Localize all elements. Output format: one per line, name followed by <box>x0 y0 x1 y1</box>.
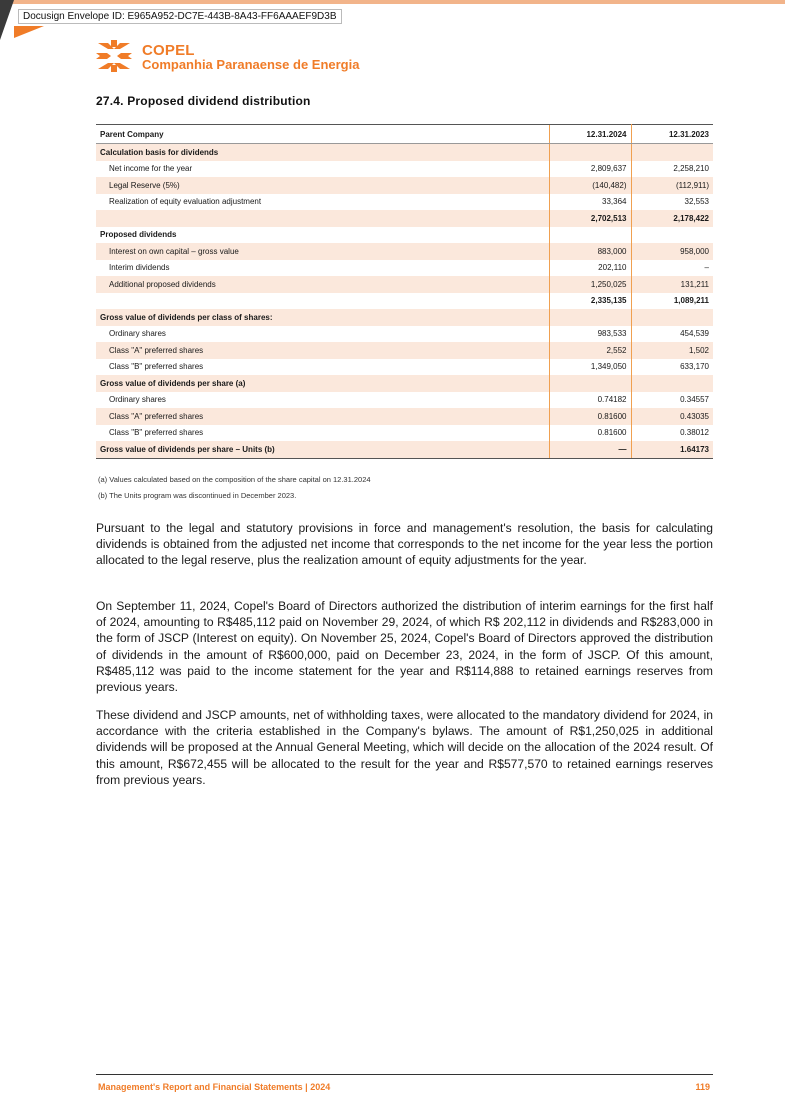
row-label: Calculation basis for dividends <box>96 144 549 161</box>
value-2023 <box>631 309 713 326</box>
row-label <box>96 210 549 227</box>
row-label: Net income for the year <box>109 164 193 174</box>
value-2023: 2,178,422 <box>631 210 713 227</box>
value-2024: 202,110 <box>549 260 631 277</box>
value-2024: (140,482) <box>549 177 631 194</box>
envelope-id: Docusign Envelope ID: E965A952-DC7E-443B-8A43-FF6AAAEF9D3B <box>18 9 342 24</box>
table-row <box>96 425 713 442</box>
row-label: Class "B" preferred shares <box>109 362 204 372</box>
table-row <box>96 342 713 359</box>
value-2024: 983,533 <box>549 326 631 343</box>
value-2023: 633,170 <box>680 362 709 372</box>
row-label: Class "A" preferred shares <box>96 408 549 425</box>
table-row <box>96 194 713 211</box>
page-number: 119 <box>695 1082 710 1092</box>
brand-name: COPEL <box>142 42 195 59</box>
row-label: Class "B" preferred shares <box>109 428 204 438</box>
value-2023: 1,089,211 <box>673 296 709 306</box>
value-2024: 2,335,135 <box>549 293 631 310</box>
row-label: Ordinary shares <box>109 395 166 405</box>
value-2024: 0.81600 <box>549 425 631 442</box>
value-2023: 454,539 <box>680 329 709 339</box>
row-label: Class "A" preferred shares <box>96 342 549 359</box>
value-2024: 883,000 <box>549 243 631 260</box>
row-label: Interest on own capital – gross value <box>96 243 549 260</box>
table-row <box>96 177 713 194</box>
value-2024: 1,349,050 <box>549 359 631 376</box>
value-2023 <box>631 375 713 392</box>
row-label <box>96 293 549 310</box>
header-2023: 12.31.2023 <box>631 125 713 144</box>
table-row <box>96 276 713 293</box>
value-2024: 2,702,513 <box>549 210 631 227</box>
value-2023: 2,258,210 <box>673 164 709 174</box>
row-label: Additional proposed dividends <box>96 276 549 293</box>
table-note-a: (a) Values calculated based on the composition of the share capital on 12.31.2024 <box>98 475 371 484</box>
table-row <box>96 375 713 392</box>
brand-fullname: Companhia Paranaense de Energia <box>142 57 360 72</box>
value-2024 <box>549 309 631 326</box>
table-row <box>96 309 713 326</box>
value-2023: 32,553 <box>684 197 709 207</box>
value-2023: 958,000 <box>631 243 713 260</box>
value-2023: 0.34557 <box>680 395 709 405</box>
value-2023: – <box>704 263 709 273</box>
value-2023: 1,502 <box>631 342 713 359</box>
row-label: Ordinary shares <box>109 329 166 339</box>
value-2024 <box>549 227 631 244</box>
value-2024: 2,809,637 <box>549 161 631 178</box>
value-2024: 2,552 <box>549 342 631 359</box>
table-header-row <box>96 125 713 144</box>
value-2024: 1,250,025 <box>549 276 631 293</box>
table-row <box>96 161 713 178</box>
table-row <box>96 227 713 244</box>
section-title: 27.4. Proposed dividend distribution <box>96 94 311 108</box>
paragraph-allocation: These dividend and JSCP amounts, net of withholding taxes, were allocated to the mandatory dividend for 2024, in accordance with the criteria established in the Company's bylaws. The amount of R$1,250,025 in additional dividends will be proposed at the Annual General Meeting, which will decide on the allocation of the 2024 result. Of this amount, R$672,455 will be allocated to the result for the year and R$577,570 to retained earnings reserves from previous years. <box>96 708 713 787</box>
value-2024: 0.81600 <box>549 408 631 425</box>
table-row <box>96 243 713 260</box>
value-2024: — <box>549 441 631 458</box>
header-2024: 12.31.2024 <box>549 125 631 144</box>
value-2024: 33,364 <box>549 194 631 211</box>
paragraph-basis: Pursuant to the legal and statutory provisions in force and management's resolution, the basis for calculating dividends is obtained from the adjusted net income that corresponds to the net income for the year less the portion allocated to the legal reserve, plus the realization amount of equity adjustments for the year. <box>96 521 713 568</box>
value-2024 <box>549 144 631 161</box>
table-row <box>96 260 713 277</box>
row-label: Legal Reserve (5%) <box>96 177 549 194</box>
table-row <box>96 392 713 409</box>
value-2023: 0.43035 <box>631 408 713 425</box>
row-label: Realization of equity evaluation adjustment <box>109 197 262 207</box>
value-2023: 0.38012 <box>680 428 709 438</box>
footer-title: Management's Report and Financial Statements | 2024 <box>98 1082 331 1092</box>
paragraph-interim: On September 11, 2024, Copel's Board of Directors authorized the distribution of interim earnings for the first half of 2024, amounting to R$485,112 paid on November 29, 2024, of which R$ 202,112 in dividends and R$283,000 in the form of JSCP (Interest on equity). On November 25, 2024, Copel's Board of Directors approved the distribution of dividends in the amount of R$600,000, paid on December 23, 2024, in the form of JSCP. Of this amount, R$485,112 was paid to the income statement for the year and R$114,888 to retained earnings reserves from previous years. <box>96 599 713 695</box>
row-label: Gross value of dividends per share – Units (b) <box>96 441 549 458</box>
row-label: Gross value of dividends per share (a) <box>96 375 549 392</box>
value-2023 <box>631 144 713 161</box>
table-row <box>96 293 713 310</box>
value-2024 <box>549 375 631 392</box>
value-2023: 1.64173 <box>631 441 713 458</box>
row-label: Gross value of dividends per class of shares: <box>96 309 549 326</box>
value-2023 <box>631 227 713 244</box>
table-row <box>96 359 713 376</box>
table-row <box>96 326 713 343</box>
table-note-b: (b) The Units program was discontinued in December 2023. <box>98 491 297 500</box>
corner-decoration-dark <box>0 0 14 40</box>
header-label: Parent Company <box>96 125 549 144</box>
table-row <box>96 408 713 425</box>
value-2024: 0.74182 <box>549 392 631 409</box>
corner-decoration-orange <box>14 26 44 38</box>
table-row <box>96 210 713 227</box>
top-accent-bar <box>0 0 785 4</box>
value-2023: 131,211 <box>631 276 713 293</box>
footer-divider <box>96 1074 713 1075</box>
value-2023: (112,911) <box>631 177 713 194</box>
copel-logo-icon <box>96 40 132 72</box>
row-label: Proposed dividends <box>100 230 177 240</box>
dividend-table <box>96 124 713 459</box>
table-row <box>96 441 713 458</box>
table-row <box>96 144 713 161</box>
row-label: Interim dividends <box>109 263 170 273</box>
